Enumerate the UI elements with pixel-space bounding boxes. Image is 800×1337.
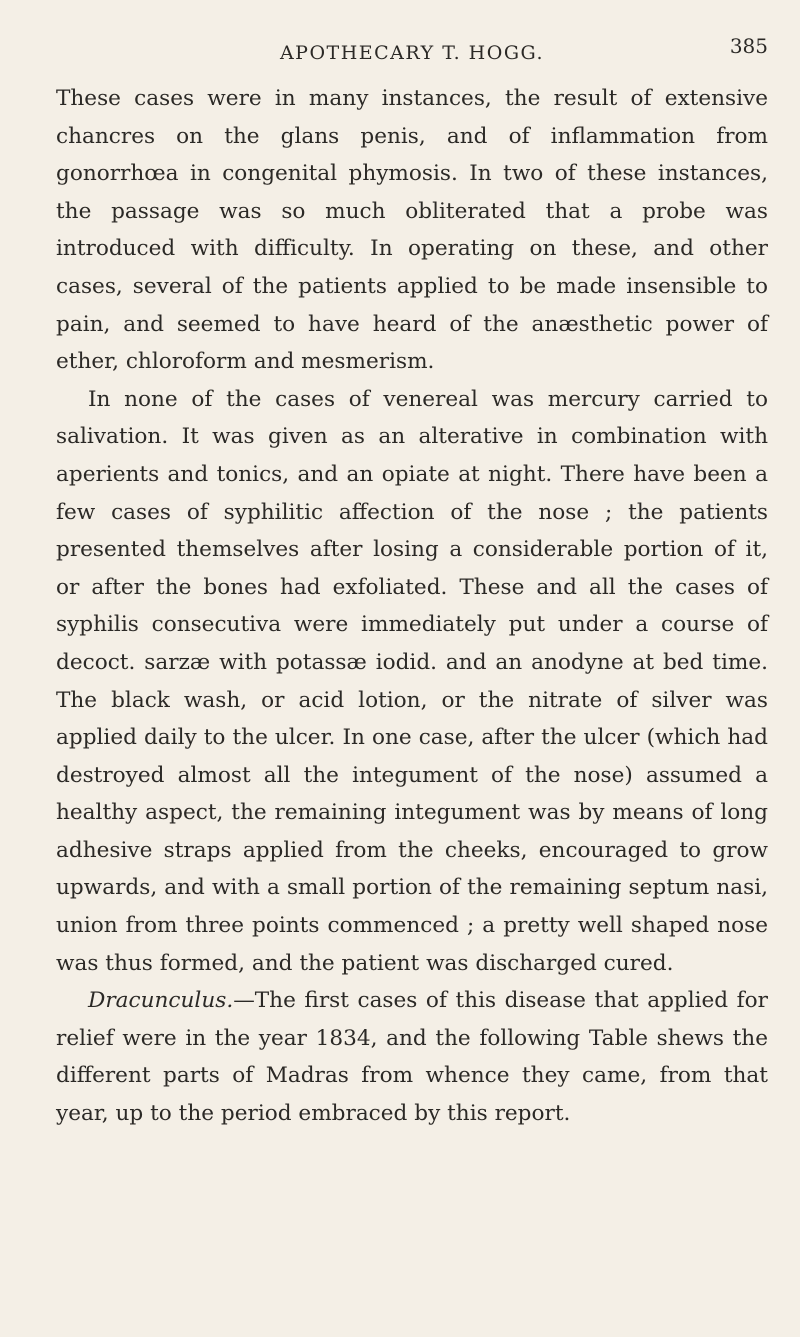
paragraph-1: These cases were in many instances, the result of extensive chancres on the glans penis, and of inflammation from gonorrhœa in congenital phymosis. In two of these instances, the passage was so much obliterated that a probe was introduced with difficulty. In operating on these, and other cases, several of the patients applied to be made insensible to pain, and seemed to have heard of the anæsthetic power of ether, chloroform and mesmerism. <box>56 86 768 375</box>
paragraph-3 <box>56 982 768 1132</box>
page-number: 385 <box>729 34 768 58</box>
paragraph-3-text: —The first cases of this disease that applied for relief were in the year 1834, and the following Table shews the different parts of Madras from whence they came, from that year, up to the period embraced by this report. <box>56 988 768 1127</box>
body-text <box>56 80 768 1133</box>
paragraph-2: In none of the cases of venereal was mercury carried to salivation. It was given as an alterative in combination with aperients and tonics, and an opiate at night. There have been a few cases of syphilitic affection of the nose ; the patients presented themselves after losing a considerable portion of it, or after the bones had exfoliated. These and all the cases of syphilis consecutiva were immediately put under a course of decoct. sarzæ with potassæ iodid. and an anodyne at bed time. The black wash, or acid lotion, or the nitrate of silver was applied daily to the ulcer. In one case, after the ulcer (which had destroyed almost all the integument of the nose) assumed a healthy aspect, the remaining integument was by means of long adhesive straps applied from the cheeks, encouraged to grow upwards, and with a small portion of the remaining septum nasi, union from three points commenced ; a pretty well shaped nose was thus formed, and the patient was discharged cured. <box>56 386 768 976</box>
running-title: APOTHECARY T. HOGG. <box>279 42 545 64</box>
running-head <box>56 34 768 74</box>
paragraph-3-lead: Dracunculus. <box>88 988 234 1014</box>
